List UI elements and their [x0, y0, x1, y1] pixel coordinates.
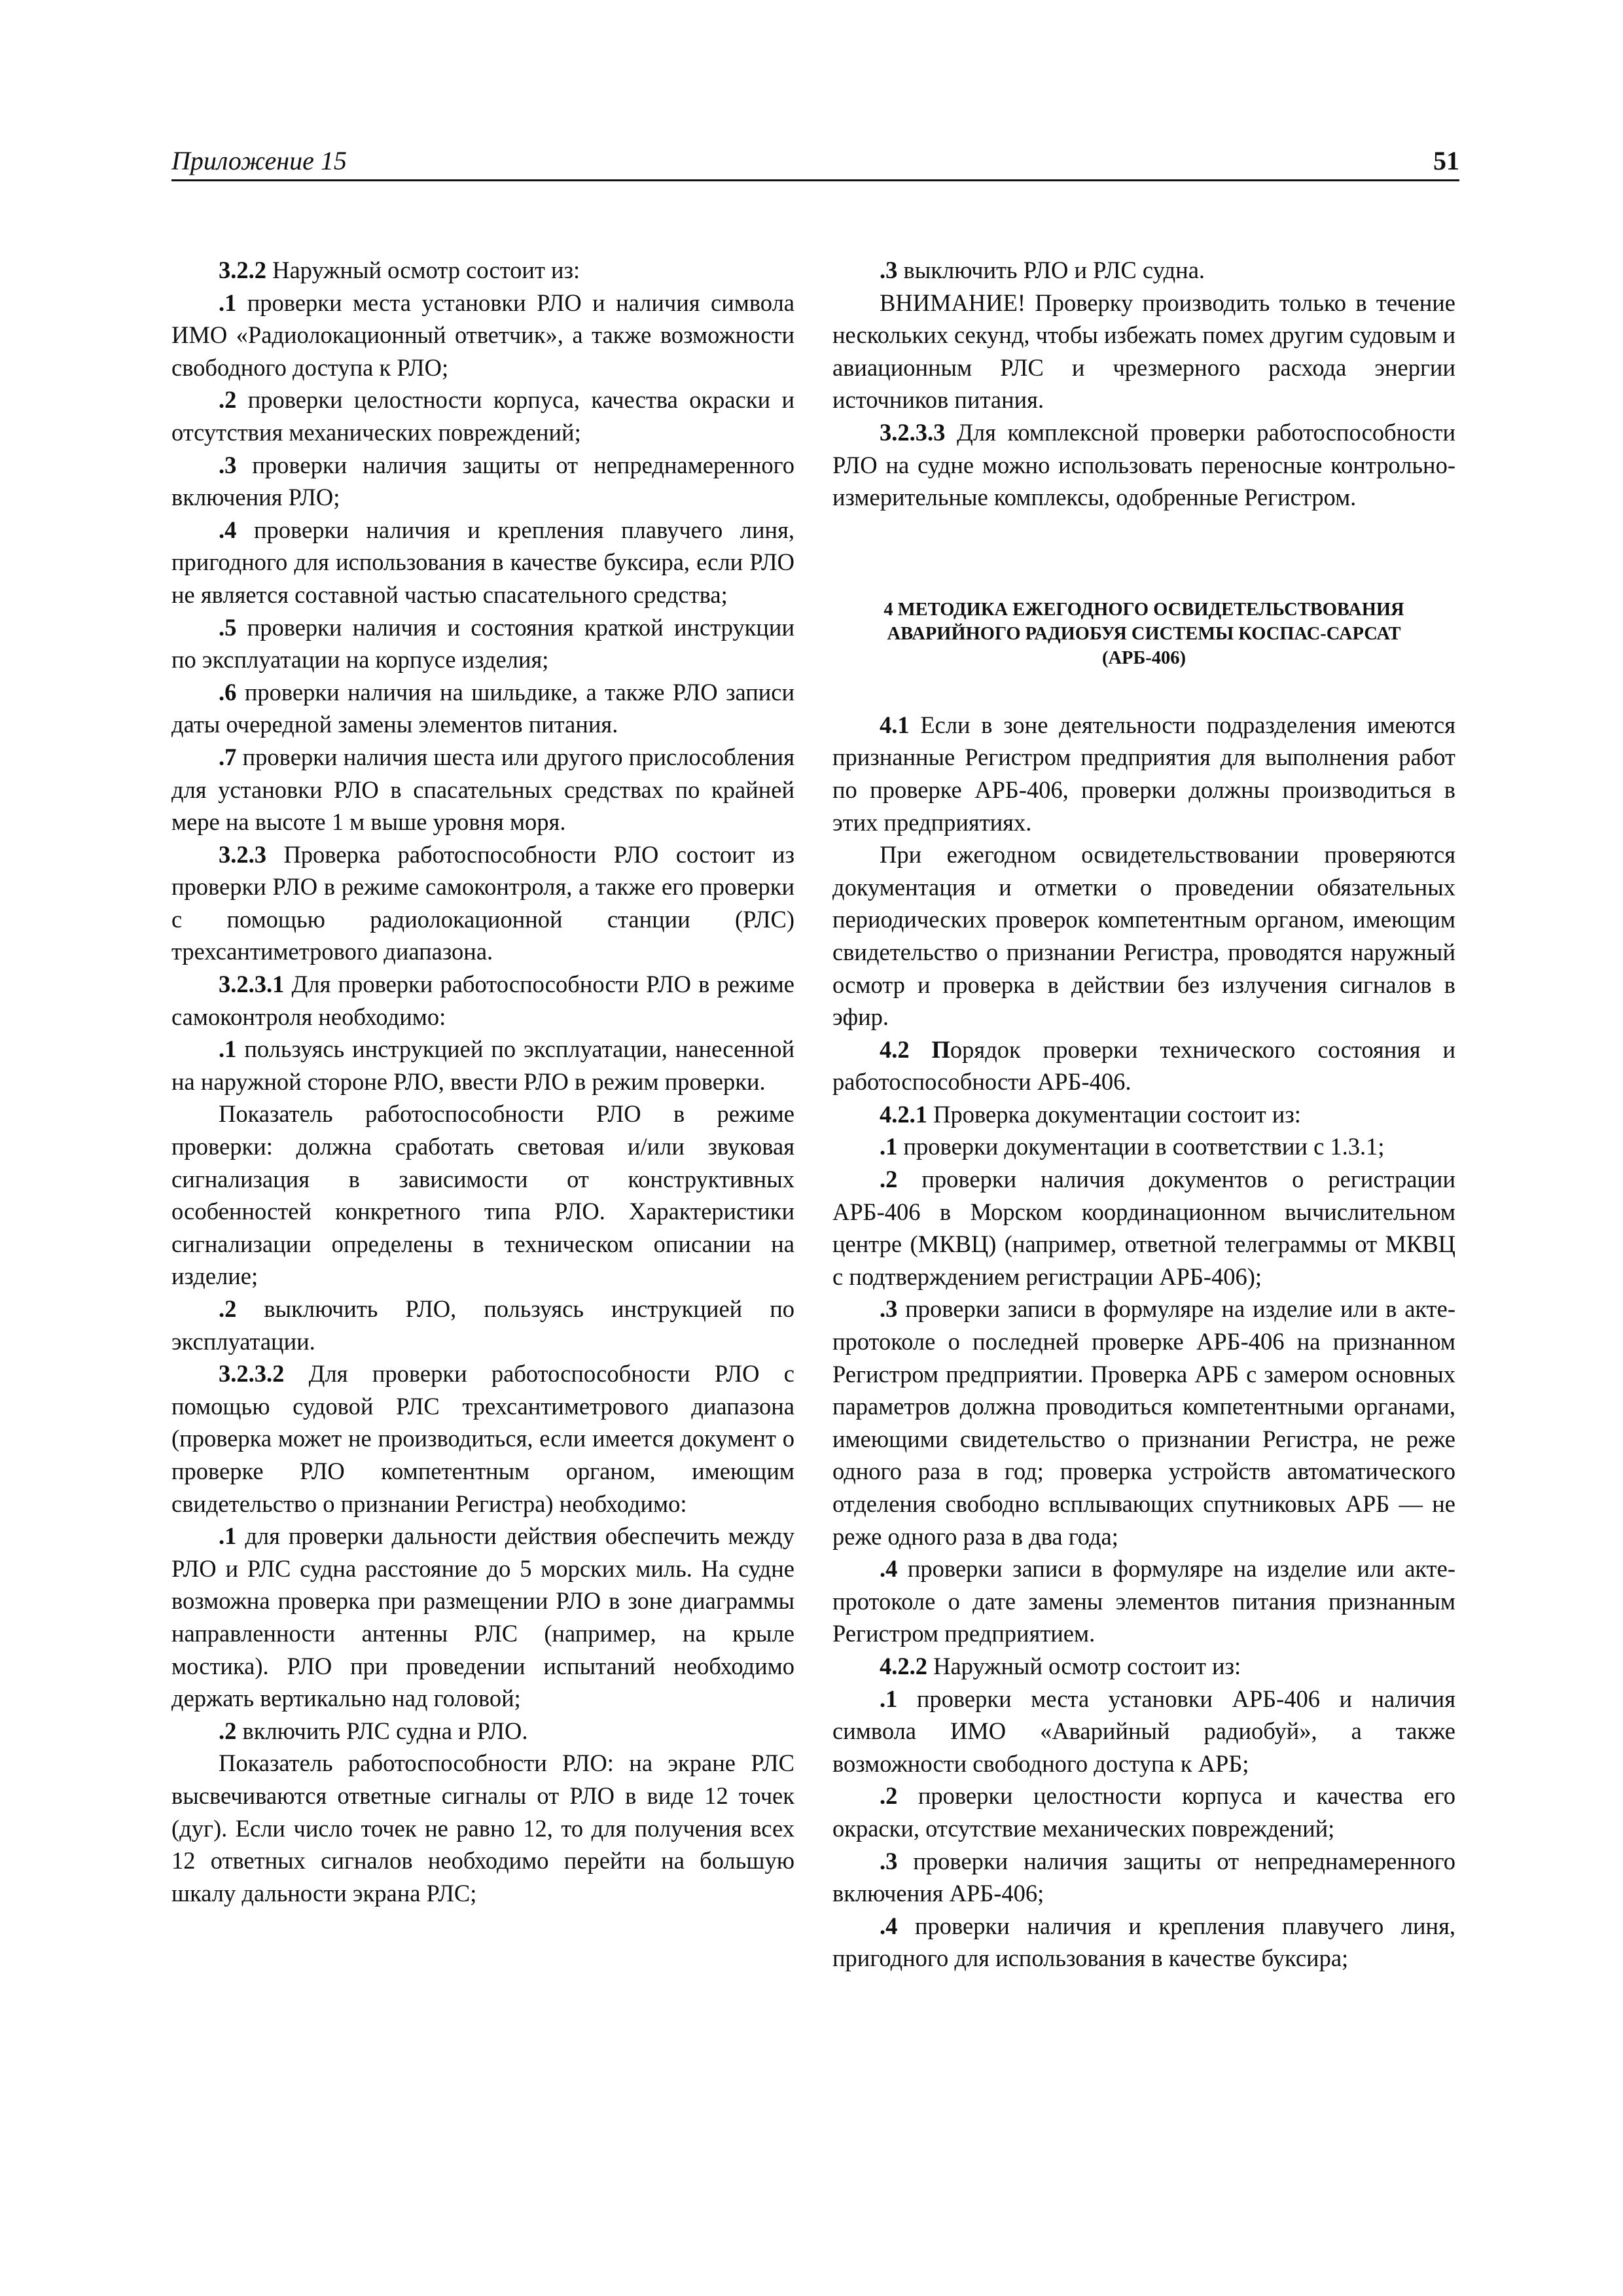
paragraph: .4 проверки записи в формуляре на изделие или акте-протоколе о дате замены элементов питания признанным Регистром предприятием. [832, 1555, 1455, 1647]
paragraph: .2 проверки наличия документов о регистрации АРБ-406 в Морском координационном вычислительном центре (МКВЦ) (например, ответной телеграммы от МКВЦ с подтверждением регистрации АРБ-406); [832, 1166, 1455, 1290]
paragraph: .1 проверки документации в соответствии с 1.3.1; [880, 1133, 1385, 1160]
paragraph: 3.2.3 Проверка работоспособности РЛО состоит из проверки РЛО в режиме самоконтроля, а также его проверки с помощью радиолокационной станции (РЛС) трехсантиметрового диапазона. [171, 840, 794, 965]
paragraph: 3.2.3.1 Для проверки работоспособности РЛО в режиме самоконтроля необходимо: [171, 971, 794, 1030]
paragraph: .1 проверки места установки РЛО и наличия символа ИМО «Радиолокационный ответчик», а также возможности свободного доступа к РЛО; [171, 289, 794, 381]
running-title: Приложение 15 [171, 146, 347, 175]
paragraph: 3.2.3.2 Для проверки работоспособности РЛО с помощью судовой РЛС трехсантиметрового диапазона (проверка может не производиться, если имеется документ о проверке РЛО компетентным органом, имеющим свидетельство о признании Регистра) необходимо: [171, 1360, 794, 1517]
paragraph: 3.2.3.3 Для комплексной проверки работоспособности РЛО на судне можно использовать переносные контрольно-измерительные комплексы, одобренные Регистром. [832, 418, 1455, 511]
paragraph: При ежегодном освидетельствовании проверяются документация и отметки о проведении обязательных периодических проверок компетентным органом, имеющим свидетельство о признании Регистра, проводятся наружный осмотр и проверка в действии без излучения сигналов в эфир. [832, 841, 1455, 1031]
heading-line: АВАРИЙНОГО РАДИОБУЯ СИСТЕМЫ КОСПАС-САРСАТ [887, 623, 1401, 644]
section-heading [832, 598, 1455, 670]
left-column [171, 254, 794, 1909]
paragraph: .4 проверки наличия и крепления плавучего линя, пригодного для использования в качестве буксира, если РЛО не является составной частью спасательного средства; [171, 516, 794, 608]
heading-line: 4 МЕТОДИКА ЕЖЕГОДНОГО ОСВИДЕТЕЛЬСТВОВАНИЯ [883, 599, 1404, 620]
paragraph: Показатель работоспособности РЛО в режиме проверки: должна сработать световая и/или звуковая сигнализация в зависимости от конструктивных особенностей конкретного типа РЛО. Характеристики сигнализации определены в техническом описании на изделие; [171, 1100, 794, 1290]
paragraph: .1 проверки места установки АРБ-406 и наличия символа ИМО «Аварийный радиобуй», а также возможности свободного доступа к АРБ; [832, 1685, 1455, 1777]
paragraph: .7 проверки наличия шеста или другого прислособления для установки РЛО в спасательных средствах по крайней мере на высоте 1 м выше уровня моря. [171, 743, 794, 836]
paragraph: Показатель работоспособности РЛО: на экране РЛС высвечиваются ответные сигналы от РЛО в виде 12 точек (дуг). Если число точек не равно 12, то для получения всех 12 ответных сигналов необходимо перейти на большую шкалу дальности экрана РЛС; [171, 1749, 794, 1907]
paragraph: .2 выключить РЛО, пользуясь инструкцией по эксплуатации. [171, 1295, 794, 1355]
paragraph: 4.2 Порядок проверки технического состояния и работоспособности АРБ-406. [832, 1035, 1455, 1096]
paragraph: 4.2.2 Наружный осмотр состоит из: [880, 1652, 1241, 1679]
paragraph: .6 проверки наличия на шильдике, а также РЛО записи даты очередной замены элементов питания. [171, 678, 794, 738]
paragraph: .3 проверки наличия защиты от непреднамеренного включения РЛО; [171, 451, 794, 511]
paragraph: .3 проверки наличия защиты от непреднамеренного включения АРБ-406; [832, 1847, 1455, 1907]
heading-line: (АРБ-406) [1101, 647, 1186, 668]
paragraph: .2 проверки целостности корпуса, качества окраски и отсутствия механических повреждений; [171, 386, 794, 446]
paragraph: .3 проверки записи в формуляре на изделие или в акте-протоколе о последней проверке АРБ-406 на признанном Регистром предприятии. Проверка АРБ с замером основных параметров должна проводиться компетентными органами, имеющими свидетельство о признании Регистра, не реже одного раза в год; проверка устройств автоматического отделения свободно всплывающих спутниковых АРБ — не реже одного раза в два года; [832, 1295, 1455, 1550]
paragraph: 4.2.1 Проверка документации состоит из: [880, 1100, 1301, 1128]
page-header [171, 145, 1459, 181]
paragraph: ВНИМАНИЕ! Проверку производить только в течение нескольких секунд, чтобы избежать помех другим судовым и авиационным РЛС и чрезмерного расхода энергии источников питания. [832, 289, 1455, 414]
page-number: 51 [1433, 146, 1459, 175]
right-column [832, 254, 1455, 1975]
paragraph: .3 выключить РЛО и РЛС судна. [880, 257, 1205, 283]
paragraph: .4 проверки наличия и крепления плавучего линя, пригодного для использования в качестве буксира; [832, 1912, 1455, 1972]
paragraph: .1 пользуясь инструкцией по эксплуатации, нанесенной на наружной стороне РЛО, ввести РЛО в режим проверки. [171, 1035, 794, 1095]
paragraph: 4.1 Если в зоне деятельности подразделения имеются признанные Регистром предприятия для выполнения работ по проверке АРБ-406, проверки должны производиться в этих предприятиях. [832, 711, 1455, 836]
paragraph: .2 включить РЛС судна и РЛО. [219, 1717, 528, 1744]
paragraph: .1 для проверки дальности действия обеспечить между РЛО и РЛС судна расстояние до 5 морских миль. На судне возможна проверка при размещении РЛО в зоне диаграммы направленности антенны РЛС (например, на крыле мостика). РЛО при проведении испытаний необходимо держать вертикально над головой; [171, 1522, 794, 1712]
paragraph: .5 проверки наличия и состояния краткой инструкции по эксплуатации на корпусе изделия; [171, 613, 794, 673]
paragraph: 3.2.2 Наружный осмотр состоит из: [219, 257, 580, 283]
paragraph: .2 проверки целостности корпуса и качества его окраски, отсутствие механических повреждений; [832, 1782, 1455, 1842]
